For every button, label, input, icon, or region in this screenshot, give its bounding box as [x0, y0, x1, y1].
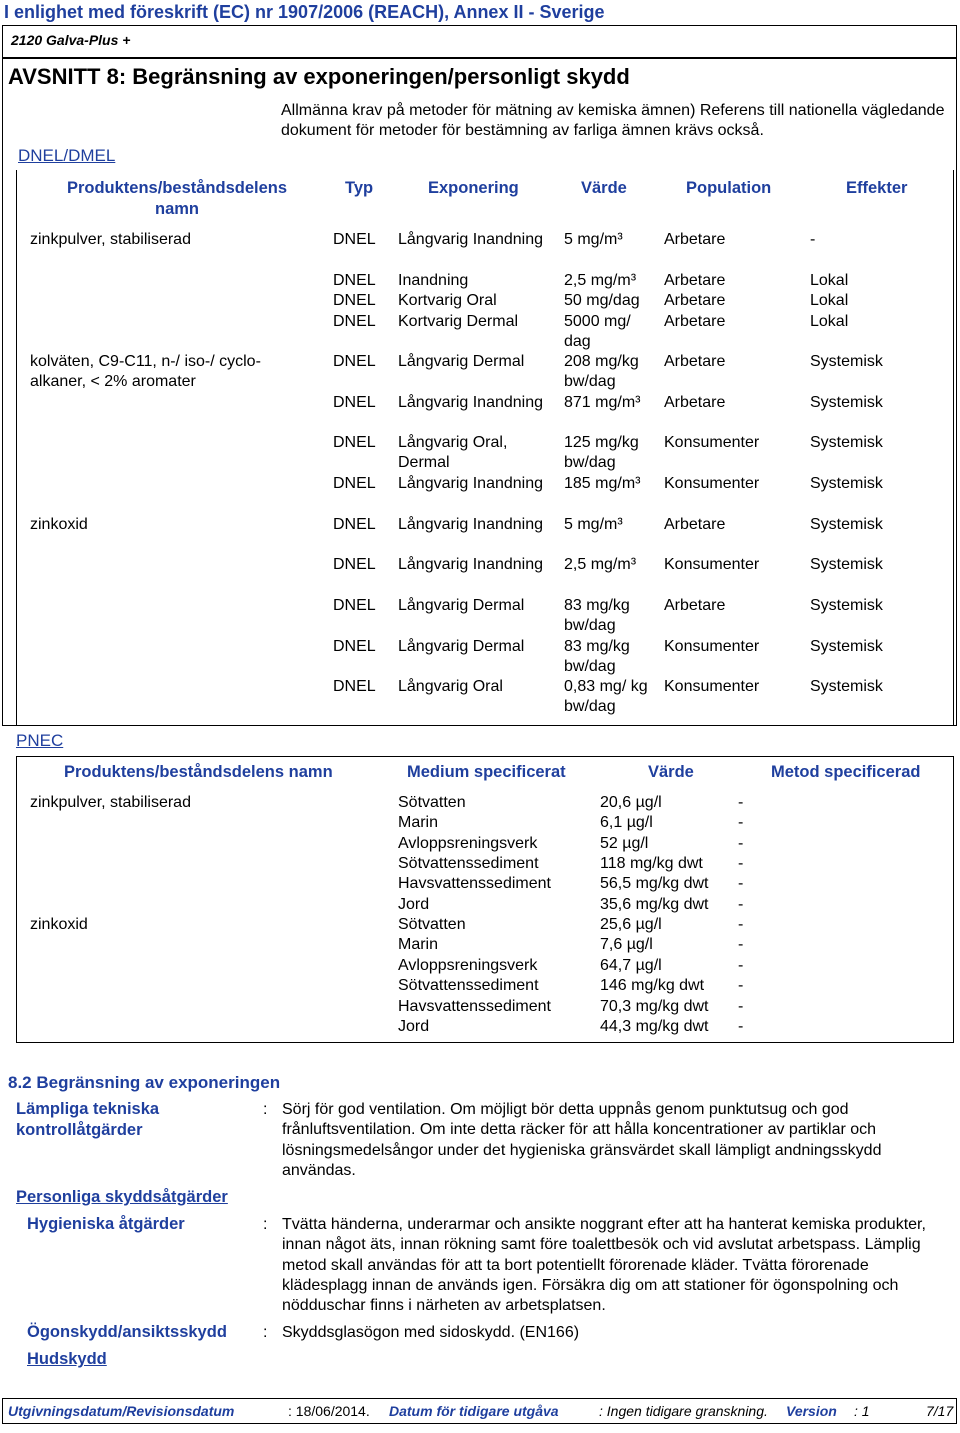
dnel-cell-population: Konsumenter: [664, 556, 760, 573]
dnel-cell-type: DNEL: [333, 313, 376, 330]
pnec-cell-method: -: [738, 916, 744, 934]
pnec-header-name: Produktens/beståndsdelens namn: [64, 763, 333, 781]
footer-prev-value: : Ingen tidigare granskning.: [599, 1403, 768, 1419]
pnec-cell-value: 64,7 µg/l: [600, 956, 662, 974]
dnel-cell-population: Arbetare: [664, 231, 726, 248]
pnec-cell-medium: Jord: [398, 895, 430, 913]
dnel-cell-type: DNEL: [333, 597, 376, 614]
dnel-header-population: Population: [686, 179, 772, 197]
pnec-cell-value: 52 µg/l: [600, 834, 649, 852]
colon: :: [263, 1324, 268, 1341]
dnel-cell-population: Arbetare: [664, 516, 726, 533]
dnel-cell-type: DNEL: [333, 638, 376, 655]
pnec-cell-medium: Sötvatten: [398, 794, 466, 811]
dnel-cell-type: DNEL: [333, 434, 376, 451]
dnel-cell-type: DNEL: [333, 292, 376, 309]
dnel-cell-value: 2,5 mg/m³: [564, 556, 637, 573]
hygiene-text: Tvätta händerna, underarmar och ansikte noggrant efter att ha hanterat kemiska produkter, innan något äts, innan rökning samt före toalettbesök och vid avslutat arbetspass. Lämplig metod skall användas för att ta bort potentiellt förorenade kläder. Tvätta förorenade klädesplagg innan de används igen. Försäkra dig om att stationer för ögonspolning och nödduschar finns i närheten av arbetsplatsen.: [282, 1216, 926, 1315]
pnec-cell-method: -: [738, 875, 744, 893]
pnec-cell-medium: Marin: [398, 936, 439, 954]
pnec-cell-medium: Sötvatten: [398, 916, 466, 934]
dnel-cell-effect: Lokal: [810, 272, 849, 289]
dnel-cell-effect: -: [810, 231, 816, 248]
technical-controls-text: Sörj för god ventilation. Om möjligt bör detta uppnås genom punktutsug och god frånluftsventilation. Om inte detta räcker för att hålla koncentrationer av partiklar och lösningsmedelsångor under det hygieniska gränsvärdet skall lämpligt andningsskydd användas.: [282, 1101, 882, 1179]
dnel-cell-population: Arbetare: [664, 597, 726, 614]
hygiene-label: Hygieniska åtgärder: [27, 1215, 185, 1233]
dnel-cell-exposure: Långvarig Dermal: [398, 638, 525, 655]
dnel-cell-value: 871 mg/m³: [564, 394, 641, 411]
pnec-cell-method: -: [738, 997, 744, 1015]
pnec-cell-medium: Avloppsreningsverk: [398, 834, 538, 852]
pnec-cell-method: -: [738, 977, 744, 995]
technical-controls-label: Lämpliga tekniska kontrollåtgärder: [16, 1100, 160, 1139]
product-header-box: [2, 25, 957, 58]
pnec-cell-method: -: [738, 855, 744, 873]
eye-protection-label: Ögonskydd/ansiktsskydd: [27, 1323, 227, 1341]
dnel-cell-exposure: Långvarig Inandning: [398, 475, 544, 492]
pnec-cell-value: 44,3 mg/kg dwt: [600, 1017, 709, 1035]
colon: :: [263, 1101, 268, 1118]
dnel-header-exposure: Exponering: [428, 179, 519, 197]
dnel-cell-type: DNEL: [333, 353, 376, 370]
pnec-cell-method: -: [738, 895, 744, 913]
pnec-link[interactable]: PNEC: [16, 731, 64, 750]
section-title: AVSNITT 8: Begränsning av exponeringen/personligt skydd: [8, 64, 630, 89]
dnel-cell-exposure: Kortvarig Dermal: [398, 313, 519, 330]
dnel-cell-value: 50 mg/dag: [564, 292, 640, 309]
dnel-cell-value: 83 mg/kg bw/dag: [564, 638, 630, 676]
dnel-cell-population: Konsumenter: [664, 434, 760, 451]
dnel-description: Allmänna krav på metoder för mätning av kemiska ämnen) Referens till nationella vägledande dokument för metoder för bestämning av farliga ämnen krävs också.: [281, 102, 945, 139]
dnel-cell-type: DNEL: [333, 394, 376, 411]
dnel-cell-type: DNEL: [333, 516, 376, 533]
dnel-cell-value: 208 mg/kg bw/dag: [564, 353, 639, 391]
dnel-cell-type: DNEL: [333, 475, 376, 492]
regulation-title: I enlighet med föreskrift (EC) nr 1907/2006 (REACH), Annex II - Sverige: [4, 2, 605, 22]
pnec-cell-value: 6,1 µg/l: [600, 814, 653, 832]
dnel-cell-population: Konsumenter: [664, 638, 760, 655]
pnec-cell-value: 70,3 mg/kg dwt: [600, 997, 709, 1015]
dnel-cell-effect: Systemisk: [810, 516, 883, 533]
pnec-cell-medium: Havsvattenssediment: [398, 875, 551, 893]
footer-issue-label: Utgivningsdatum/Revisionsdatum: [8, 1403, 235, 1419]
dnel-cell-value: 5 mg/m³: [564, 231, 623, 248]
dnel-header-effects: Effekter: [846, 179, 908, 197]
pnec-cell-method: -: [738, 956, 744, 974]
skin-protection-link[interactable]: Hudskydd: [27, 1350, 107, 1368]
pnec-cell-medium: Sötvattenssediment: [398, 855, 539, 873]
pnec-header-method: Metod specificerad: [771, 763, 921, 781]
pnec-cell-medium: Marin: [398, 814, 439, 832]
dnel-dmel-link[interactable]: DNEL/DMEL: [18, 146, 116, 165]
footer-issue-value: : 18/06/2014.: [288, 1403, 370, 1419]
dnel-cell-population: Arbetare: [664, 313, 726, 330]
dnel-cell-exposure: Långvarig Dermal: [398, 597, 525, 614]
pnec-cell-method: -: [738, 794, 744, 811]
dnel-cell-effect: Systemisk: [810, 353, 883, 370]
colon: :: [263, 1216, 268, 1233]
dnel-cell-population: Arbetare: [664, 292, 726, 309]
pnec-cell-medium: Avloppsreningsverk: [398, 956, 538, 974]
dnel-cell-effect: Systemisk: [810, 434, 883, 451]
pnec-header-value: Värde: [648, 763, 694, 781]
dnel-cell-value: 185 mg/m³: [564, 475, 641, 492]
pnec-cell-method: -: [738, 834, 744, 852]
dnel-cell-effect: Systemisk: [810, 394, 883, 411]
pnec-cell-value: 7,6 µg/l: [600, 936, 653, 954]
dnel-cell-effect: Systemisk: [810, 556, 883, 573]
pnec-cell-value: 146 mg/kg dwt: [600, 977, 705, 995]
dnel-cell-type: DNEL: [333, 272, 376, 289]
pnec-substance: zinkoxid: [30, 916, 88, 933]
pnec-cell-value: 20,6 µg/l: [600, 794, 662, 811]
pnec-cell-medium: Havsvattenssediment: [398, 997, 551, 1015]
dnel-cell-effect: Systemisk: [810, 597, 883, 614]
pnec-cell-medium: Sötvattenssediment: [398, 977, 539, 995]
dnel-cell-value: 125 mg/kg bw/dag: [564, 434, 639, 472]
dnel-cell-exposure: Långvarig Oral: [398, 678, 503, 695]
pnec-cell-method: -: [738, 814, 744, 832]
dnel-cell-population: Konsumenter: [664, 678, 760, 695]
dnel-substance: zinkpulver, stabiliserad: [30, 231, 191, 248]
pnec-cell-medium: Jord: [398, 1017, 430, 1035]
dnel-header-value: Värde: [581, 179, 627, 197]
pnec-header-medium: Medium specificerat: [407, 763, 566, 781]
pnec-cell-value: 35,6 mg/kg dwt: [600, 895, 709, 913]
dnel-cell-effect: Systemisk: [810, 638, 883, 655]
dnel-cell-value: 0,83 mg/ kg bw/dag: [564, 678, 648, 716]
dnel-cell-population: Konsumenter: [664, 475, 760, 492]
dnel-cell-effect: Lokal: [810, 292, 849, 309]
dnel-cell-exposure: Inandning: [398, 272, 469, 289]
pnec-cell-method: -: [738, 1017, 744, 1035]
dnel-substance: zinkoxid: [30, 516, 88, 533]
dnel-cell-exposure: Långvarig Inandning: [398, 516, 544, 533]
pnec-substance: zinkpulver, stabiliserad: [30, 794, 191, 811]
footer-version-value: : 1: [854, 1403, 870, 1419]
dnel-cell-exposure: Långvarig Inandning: [398, 394, 544, 411]
eye-protection-text: Skyddsglasögon med sidoskydd. (EN166): [282, 1324, 580, 1341]
section-8-2-title: 8.2 Begränsning av exponeringen: [8, 1073, 281, 1092]
dnel-cell-type: DNEL: [333, 231, 376, 248]
dnel-cell-type: DNEL: [333, 678, 376, 695]
dnel-cell-effect: Systemisk: [810, 678, 883, 695]
dnel-cell-population: Arbetare: [664, 353, 726, 370]
pnec-cell-value: 118 mg/kg dwt: [600, 855, 703, 873]
dnel-cell-value: 5 mg/m³: [564, 516, 623, 533]
pnec-cell-value: 25,6 µg/l: [600, 916, 662, 934]
dnel-cell-exposure: Långvarig Inandning: [398, 556, 544, 573]
dnel-cell-exposure: Långvarig Dermal: [398, 353, 525, 370]
dnel-cell-effect: Lokal: [810, 313, 849, 330]
dnel-cell-exposure: Långvarig Oral, Dermal: [398, 434, 508, 472]
dnel-cell-exposure: Långvarig Inandning: [398, 231, 544, 248]
dnel-cell-value: 2,5 mg/m³: [564, 272, 637, 289]
pnec-cell-method: -: [738, 936, 744, 954]
dnel-substance: kolväten, C9-C11, n-/ iso-/ cyclo- alkaner, < 2% aromater: [30, 353, 261, 391]
dnel-cell-population: Arbetare: [664, 272, 726, 289]
dnel-cell-value: 5000 mg/ dag: [564, 313, 631, 351]
dnel-cell-value: 83 mg/kg bw/dag: [564, 597, 630, 635]
dnel-cell-exposure: Kortvarig Oral: [398, 292, 497, 309]
footer-prev-label: Datum för tidigare utgåva: [389, 1403, 559, 1419]
dnel-header-type: Typ: [345, 179, 374, 197]
footer-version-label: Version: [786, 1403, 837, 1419]
dnel-cell-effect: Systemisk: [810, 475, 883, 492]
dnel-cell-type: DNEL: [333, 556, 376, 573]
product-name: 2120 Galva-Plus +: [11, 32, 131, 48]
personal-protection-link[interactable]: Personliga skyddsåtgärder: [16, 1188, 228, 1206]
dnel-cell-population: Arbetare: [664, 394, 726, 411]
pnec-cell-value: 56,5 mg/kg dwt: [600, 875, 709, 893]
dnel-header-name: Produktens/beståndsdelens namn: [66, 179, 288, 218]
footer-page-number: 7/17: [926, 1403, 954, 1419]
